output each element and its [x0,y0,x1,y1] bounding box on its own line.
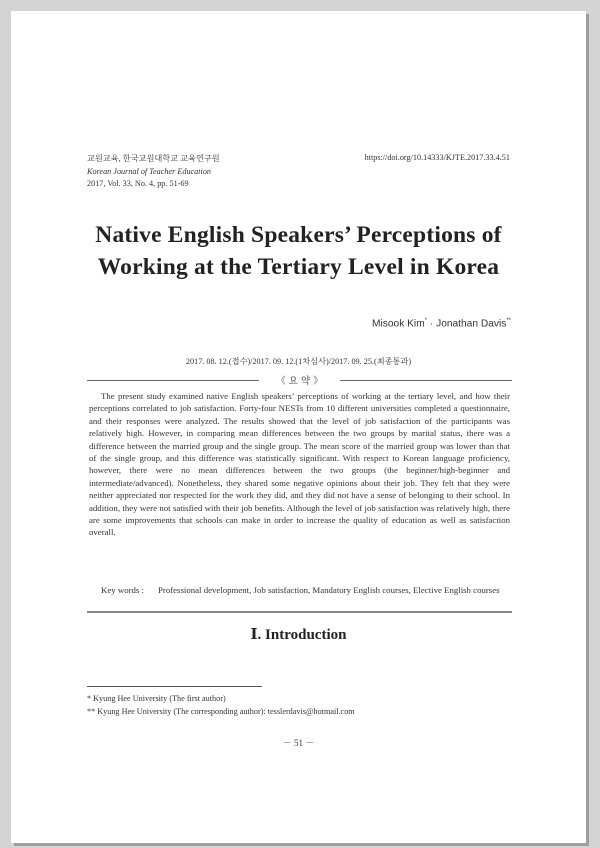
title-line-2: Working at the Tertiary Level in Korea [97,254,500,280]
paper-title [11,219,586,283]
page-number: － 51 － [282,738,315,748]
abstract-divider [87,611,512,613]
title-line-1: Native English Speakers’ Perceptions of [95,222,502,248]
keywords-label: Key words : [101,585,145,595]
footnote-2: ** Kyung Hee University (The corresponding author): tesslerdavis@hotmail.com [87,707,355,716]
journal-header [87,153,220,191]
author-name-2: Jonathan Davis [436,318,507,330]
footnote-divider [87,686,262,687]
journal-name-korean: 교원교육, 한국교원대학교 교육연구원 [87,154,220,163]
footnote-1: * Kyung Hee University (The first author) [87,694,226,703]
abstract-text: The present study examined native English speakers’ perceptions of working at the tertiary level, and how their perceptions correlated to job satisfaction. Forty-four NESTs from 10 different universities completed a questionnaire, and their responses were analyzed. The results showed that the level of job satisfaction of the participants was relatively high. However, in comparing mean differences between the two groups by marital status, there was a difference between the married group and the single group. The mean score of the married group was lower than that of the single group, and this difference was statistically significant. With respect to Korean language proficiency, however, there were no mean differences between the two groups (the beginner/high-beginner and intermediate/advanced). Nonetheless, they shared some negative opinions about their job. They felt that they were neither appreciated nor respected for the work they did, and they did not have a sense of belonging to their school. In addition, they were not satisfied with their job benefits. Although the level of job satisfaction was relatively high, there are some improvements that schools can make in order to increase the quality of education as well as satisfaction overall. [89,391,510,538]
author-name-1: Misook Kim [372,318,425,330]
journal-name-english: Korean Journal of Teacher Education [87,166,212,176]
doi-link[interactable]: https://doi.org/10.14333/KJTE.2017.33.4.51 [364,153,510,162]
paper-page [11,11,586,843]
author-mark-2: ** [506,318,511,324]
author-mark-1: * [424,318,428,324]
keywords-text: Professional development, Job satisfaction, Mandatory English courses, Elective English courses [158,585,500,595]
review-dates: 2017. 08. 12.(접수)/2017. 09. 12.(1차심사)/2017. 09. 25.(최종통과) [185,357,412,366]
author-separator: · [427,318,437,330]
summary-heading [87,372,512,388]
section-heading: Ⅰ. Introduction [250,627,347,643]
summary-rule-right [340,380,512,381]
journal-volume: 2017, Vol. 33, No. 4, pp. 51-69 [87,179,189,188]
summary-label: 《 요 약 》 [276,376,323,387]
author-list [372,318,511,329]
